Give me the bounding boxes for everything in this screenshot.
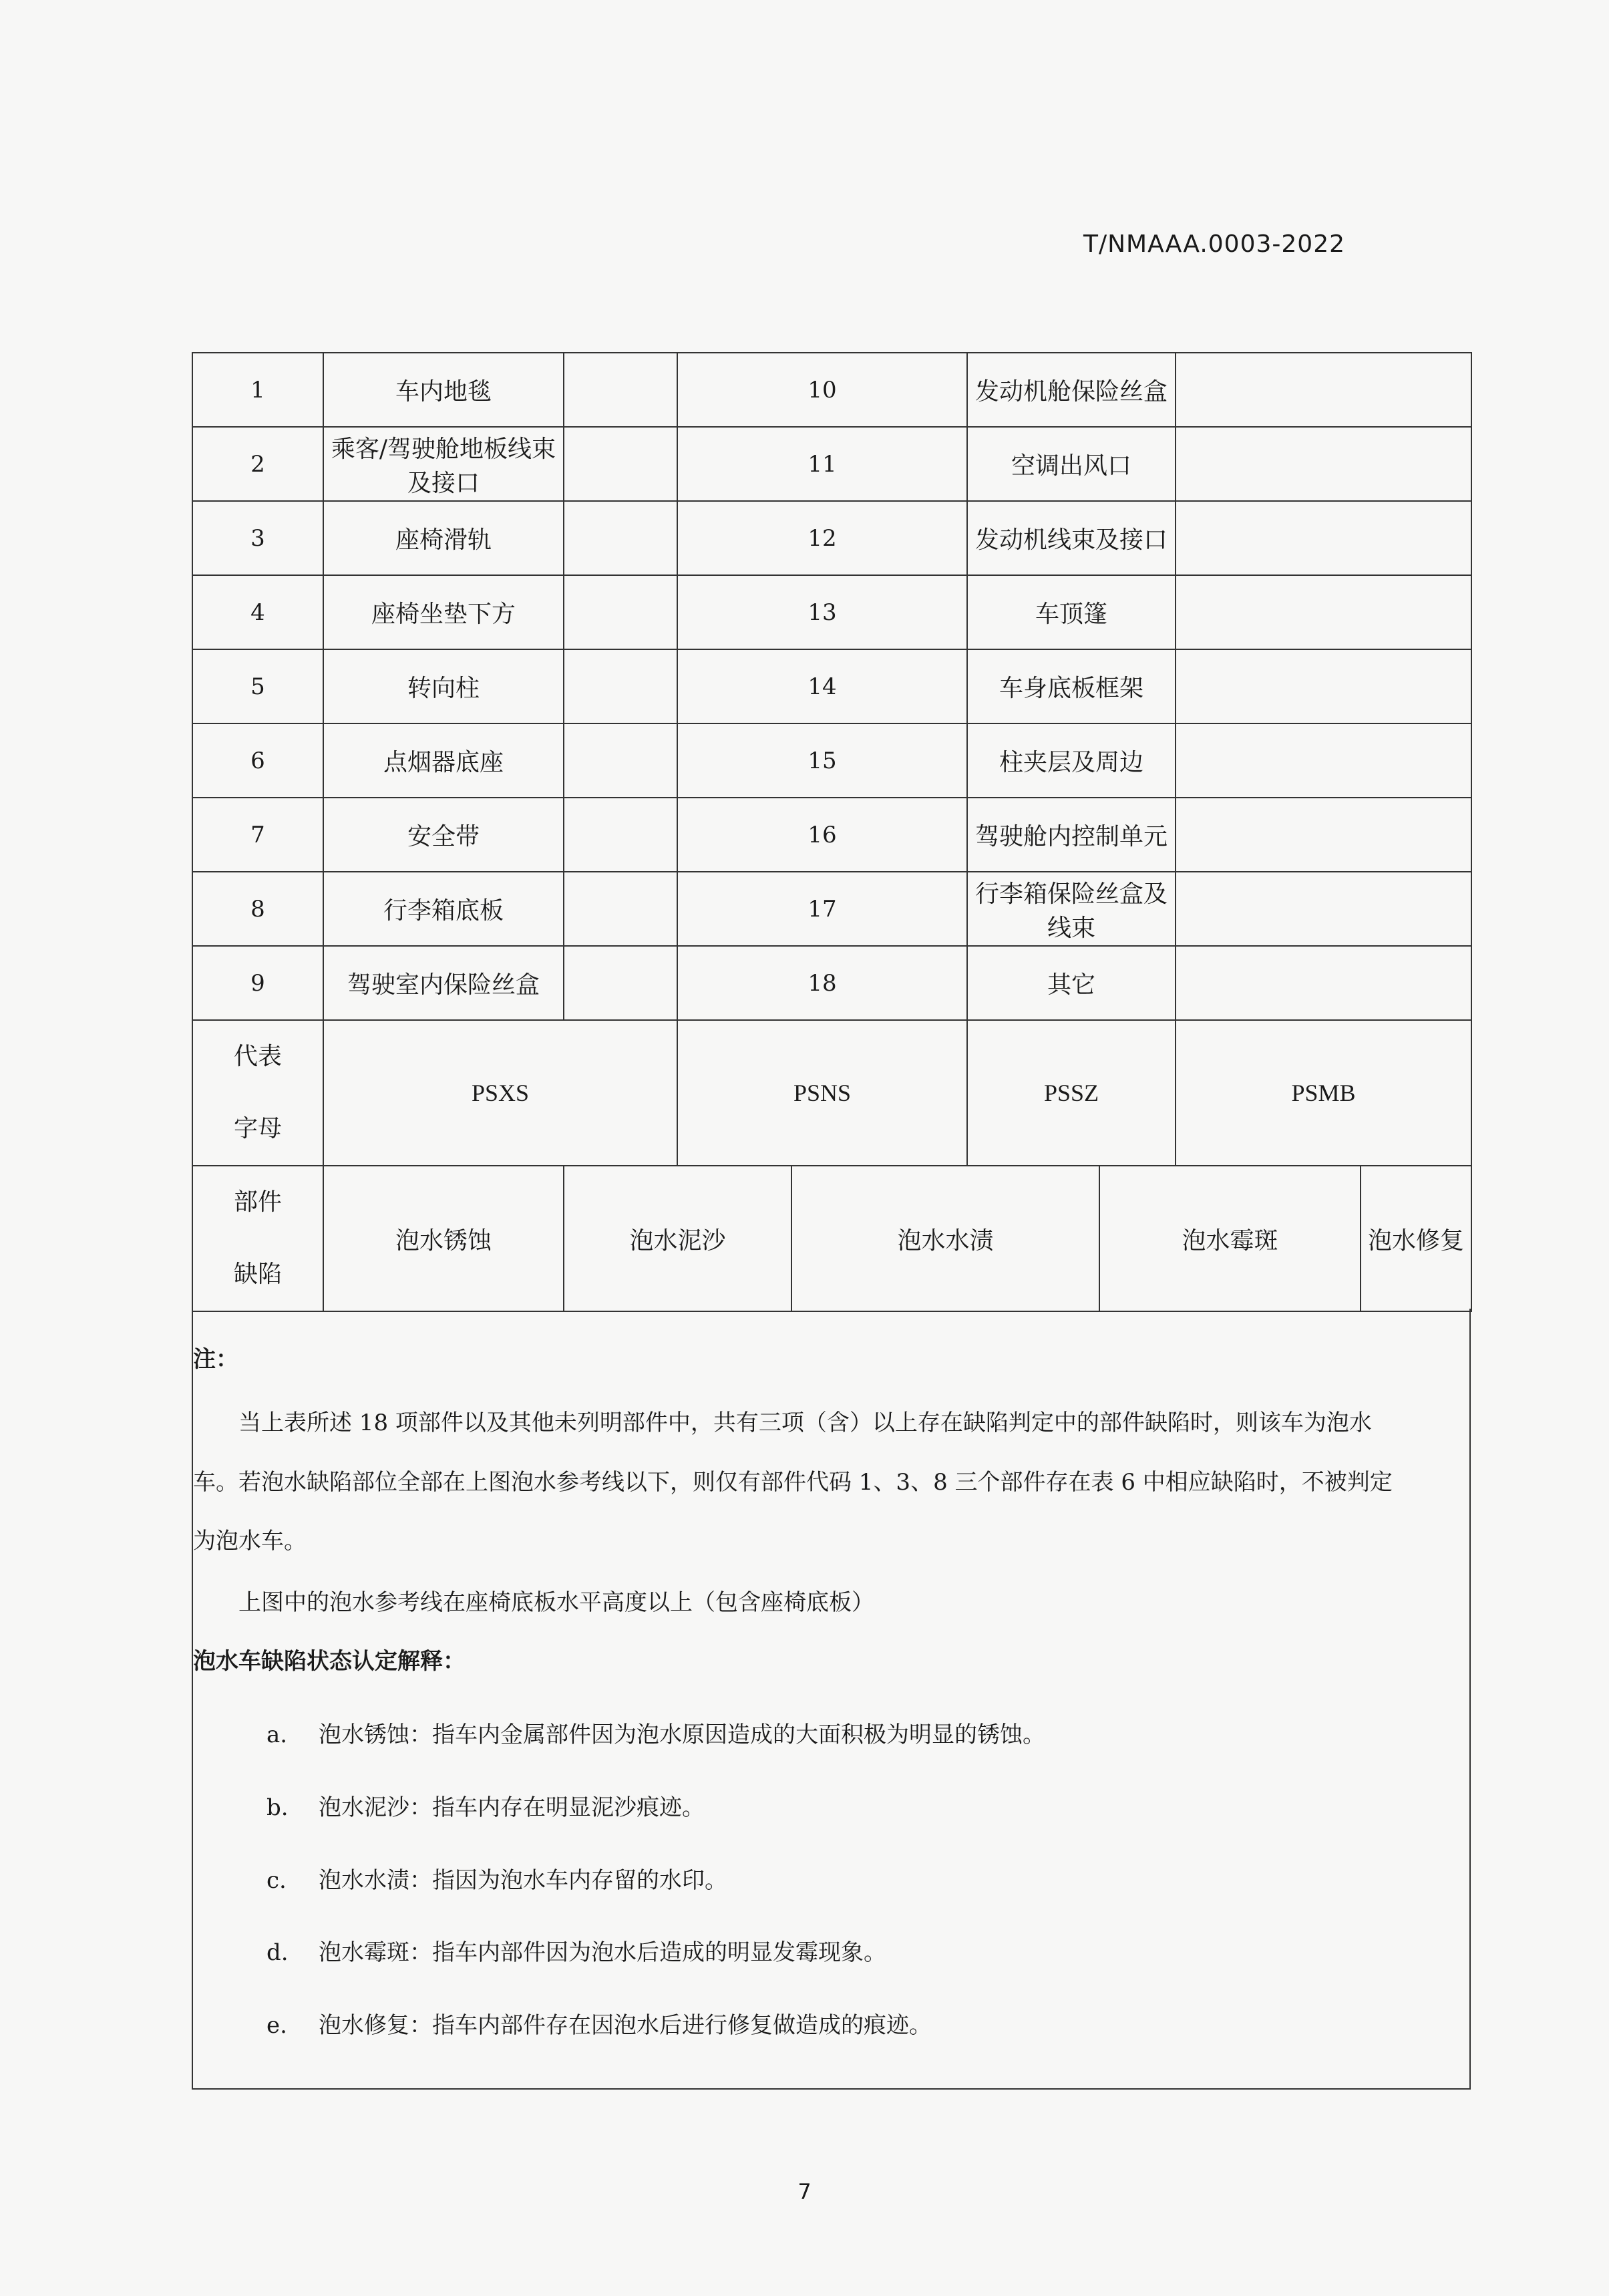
part-mark-cell — [564, 353, 677, 427]
definition-letter: b. — [266, 1794, 289, 1821]
part-mark-cell — [1176, 427, 1471, 501]
part-number: 16 — [677, 798, 967, 872]
definition-text: 泡水泥沙：指车内存在明显泥沙痕迹。 — [319, 1794, 705, 1821]
part-mark-cell — [564, 427, 677, 501]
definition-text: 泡水水渍：指因为泡水车内存留的水印。 — [319, 1867, 727, 1894]
parts-row — [192, 649, 1471, 723]
part-mark-cell — [564, 723, 677, 798]
part-name: 空调出风口 — [967, 427, 1176, 501]
part-number: 17 — [677, 872, 967, 946]
part-number: 9 — [192, 946, 323, 1020]
part-name: 行李箱保险丝盒及线束 — [967, 872, 1176, 946]
part-name: 车内地毯 — [323, 353, 564, 427]
parts-row — [192, 723, 1471, 798]
definition-item — [266, 1934, 1460, 1967]
part-number: 8 — [192, 872, 323, 946]
code-letter-row — [192, 1020, 1471, 1166]
definition-letter: e. — [266, 2012, 287, 2039]
parts-row — [192, 872, 1471, 946]
part-name: 驾驶室内保险丝盒 — [323, 946, 564, 1020]
notes-box — [192, 1309, 1471, 2090]
part-number: 1 — [192, 353, 323, 427]
part-mark-cell — [1176, 798, 1471, 872]
definition-item — [266, 1716, 1460, 1749]
part-number: 15 — [677, 723, 967, 798]
part-name: 车顶篷 — [967, 575, 1176, 649]
parts-row — [192, 946, 1471, 1020]
definition-letter: c. — [266, 1867, 287, 1894]
definition-item — [266, 1789, 1460, 1822]
part-name: 发动机线束及接口 — [967, 501, 1176, 575]
parts-row — [192, 353, 1471, 427]
part-name: 发动机舱保险丝盒 — [967, 353, 1176, 427]
defect-cell: 泡水锈蚀 — [323, 1166, 564, 1311]
part-number: 12 — [677, 501, 967, 575]
part-mark-cell — [564, 798, 677, 872]
part-name: 车身底板框架 — [967, 649, 1176, 723]
note-paragraph-line: 当上表所述 18 项部件以及其他未列明部件中，共有三项（含）以上存在缺陷判定中的部件缺陷时，则该车为泡水 — [238, 1410, 1372, 1436]
part-mark-cell — [1176, 501, 1471, 575]
notes-heading: 注： — [193, 1346, 238, 1373]
part-mark-cell — [564, 872, 677, 946]
defect-row — [192, 1166, 1471, 1311]
flood-parts-table — [192, 352, 1472, 1312]
part-number: 11 — [677, 427, 967, 501]
defect-row-label: 部件 缺陷 — [192, 1166, 323, 1311]
definitions-heading: 泡水车缺陷状态认定解释： — [193, 1648, 466, 1675]
part-name: 座椅滑轨 — [323, 501, 564, 575]
definition-letter: d. — [266, 1939, 289, 1966]
code-row-label: 代表 字母 — [192, 1020, 323, 1166]
part-name: 点烟器底座 — [323, 723, 564, 798]
defect-cell: 泡水修复 — [1361, 1166, 1471, 1311]
parts-row — [192, 575, 1471, 649]
page-number: 7 — [797, 2179, 812, 2204]
note-paragraph: 上图中的泡水参考线在座椅底板水平高度以上（包含座椅底板） — [238, 1589, 874, 1616]
part-number: 5 — [192, 649, 323, 723]
part-mark-cell — [1176, 723, 1471, 798]
note-paragraph-line: 为泡水车。 — [193, 1528, 307, 1554]
part-name: 其它 — [967, 946, 1176, 1020]
code-cell: PSXS — [323, 1020, 677, 1166]
definition-item — [266, 1862, 1460, 1895]
part-name: 乘客/驾驶舱地板线束及接口 — [323, 427, 564, 501]
part-mark-cell — [564, 575, 677, 649]
part-name: 转向柱 — [323, 649, 564, 723]
definition-letter: a. — [266, 1721, 288, 1748]
code-cell: PSMB — [1176, 1020, 1471, 1166]
part-name: 行李箱底板 — [323, 872, 564, 946]
part-mark-cell — [564, 946, 677, 1020]
part-number: 14 — [677, 649, 967, 723]
code-cell: PSSZ — [967, 1020, 1176, 1166]
part-name: 座椅坐垫下方 — [323, 575, 564, 649]
part-number: 3 — [192, 501, 323, 575]
part-mark-cell — [1176, 649, 1471, 723]
part-mark-cell — [1176, 946, 1471, 1020]
note-paragraph-line: 车。若泡水缺陷部位全部在上图泡水参考线以下，则仅有部件代码 1、3、8 三个部件存在表 6 中相应缺陷时，不被判定 — [193, 1469, 1393, 1496]
definition-text: 泡水锈蚀：指车内金属部件因为泡水原因造成的大面积极为明显的锈蚀。 — [319, 1721, 1045, 1748]
defect-cell: 泡水水渍 — [791, 1166, 1099, 1311]
part-number: 7 — [192, 798, 323, 872]
part-number: 10 — [677, 353, 967, 427]
part-number: 4 — [192, 575, 323, 649]
parts-row — [192, 427, 1471, 501]
definition-text: 泡水修复：指车内部件存在因泡水后进行修复做造成的痕迹。 — [319, 2012, 932, 2039]
parts-row — [192, 501, 1471, 575]
part-name: 柱夹层及周边 — [967, 723, 1176, 798]
part-number: 18 — [677, 946, 967, 1020]
part-number: 13 — [677, 575, 967, 649]
part-mark-cell — [564, 649, 677, 723]
part-number: 2 — [192, 427, 323, 501]
part-name: 安全带 — [323, 798, 564, 872]
part-mark-cell — [1176, 872, 1471, 946]
code-cell: PSNS — [677, 1020, 967, 1166]
definition-text: 泡水霉斑：指车内部件因为泡水后造成的明显发霉现象。 — [319, 1939, 886, 1966]
part-mark-cell — [1176, 353, 1471, 427]
defect-cell: 泡水泥沙 — [564, 1166, 791, 1311]
definition-item — [266, 2007, 1460, 2039]
defect-cell: 泡水霉斑 — [1099, 1166, 1361, 1311]
part-number: 6 — [192, 723, 323, 798]
part-name: 驾驶舱内控制单元 — [967, 798, 1176, 872]
part-mark-cell — [564, 501, 677, 575]
part-mark-cell — [1176, 575, 1471, 649]
parts-row — [192, 798, 1471, 872]
document-code: T/NMAAA.0003-2022 — [1083, 230, 1345, 258]
